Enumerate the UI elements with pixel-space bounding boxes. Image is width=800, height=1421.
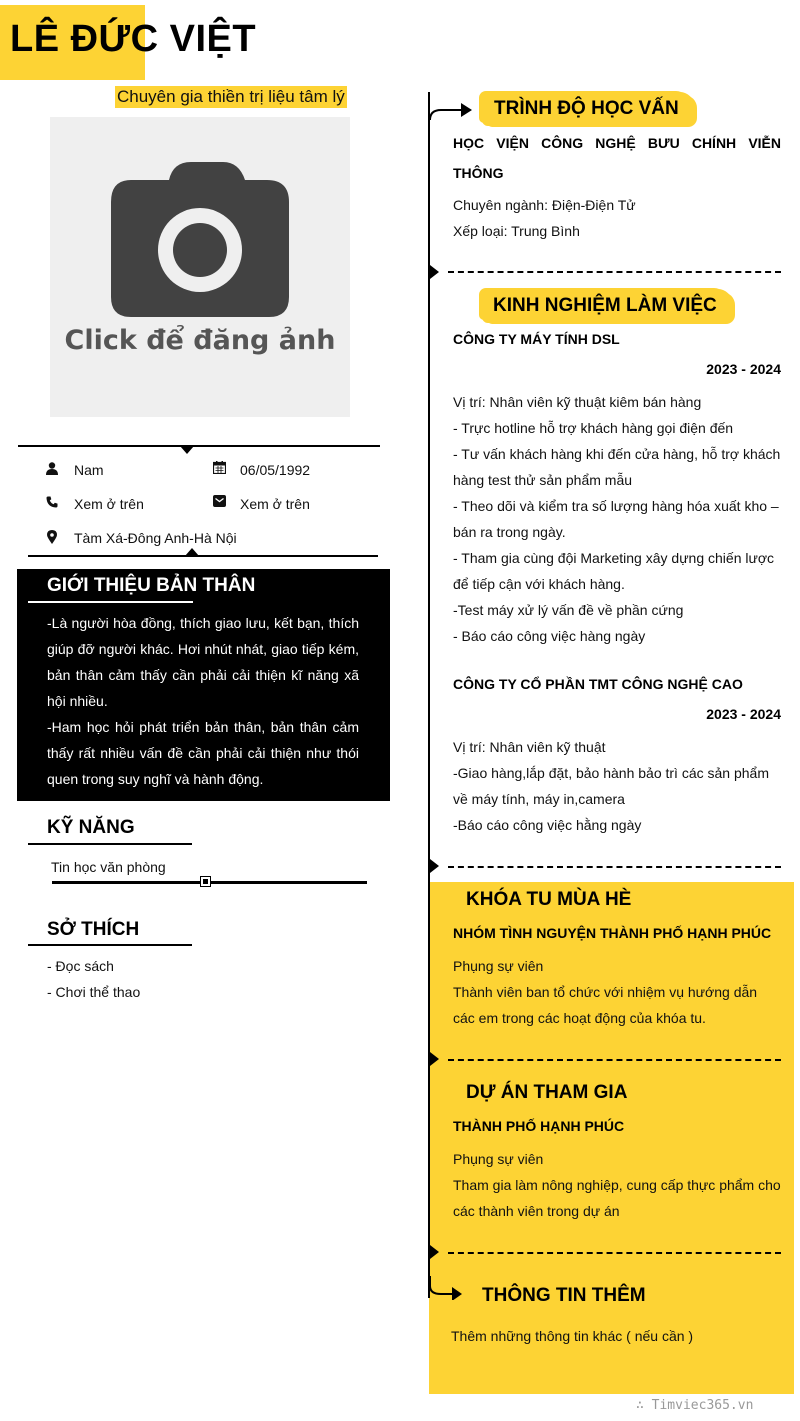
hobby-item: - Đọc sách xyxy=(47,958,114,974)
section-marker xyxy=(430,1052,439,1066)
info-top-rule xyxy=(18,445,380,447)
section-divider xyxy=(448,866,781,868)
birthday-value: 06/05/1992 xyxy=(240,462,311,478)
skill-name: Tin học văn phòng xyxy=(51,859,166,875)
phone-icon xyxy=(45,496,59,510)
watermark: ∴ Timviec365.vn xyxy=(636,1398,754,1413)
job-line: - Theo dõi và kiểm tra số lượng hàng hóa xuất kho – bán ra trong ngày. xyxy=(453,498,779,540)
section-divider xyxy=(448,1059,781,1061)
skill-level-handle[interactable] xyxy=(200,876,211,887)
arrow-right-icon xyxy=(429,1276,463,1300)
job-period: 2023 - 2024 xyxy=(706,706,781,722)
education-grade: Xếp loại: Trung Bình xyxy=(453,223,580,239)
project-org[interactable]: THÀNH PHỐ HẠNH PHÚC xyxy=(453,1118,625,1134)
job-description[interactable] xyxy=(453,734,781,838)
candidate-name xyxy=(10,18,256,61)
job-period: 2023 - 2024 xyxy=(706,361,781,377)
job-company[interactable]: CÔNG TY CỔ PHẦN TMT CÔNG NGHỆ CAO xyxy=(453,676,743,692)
course-desc: Thành viên ban tổ chức với nhiệm vụ hướng dẫn các em trong các hoạt động của khóa tu. xyxy=(453,984,758,1026)
about-text[interactable] xyxy=(47,610,359,792)
about-paragraph: -Là người hòa đồng, thích giao lưu, kết bạn, thích giúp đỡ người khác. Hơi nhút nhát, giao tiếp kém, bản thân cảm thấy cần phải cải thiện kĩ năng xã hội nhiều. xyxy=(47,615,359,709)
info-top-marker xyxy=(180,446,194,454)
hobby-item: - Chơi thể thao xyxy=(47,984,141,1000)
project-details[interactable] xyxy=(453,1146,781,1224)
education-details[interactable] xyxy=(453,192,781,244)
arrow-right-icon xyxy=(429,100,473,122)
location-pin-icon xyxy=(45,530,59,544)
gender-value: Nam xyxy=(74,462,104,478)
project-role: Phụng sự viên xyxy=(453,1151,544,1167)
hobbies-title: SỞ THÍCH xyxy=(47,919,140,940)
job-description[interactable] xyxy=(453,389,781,649)
phone-value: Xem ở trên xyxy=(74,496,144,512)
job-line: -Giao hàng,lắp đặt, bảo hành bảo trì các sản phẩm về máy tính, máy in,camera xyxy=(453,765,769,807)
name-last: VIỆT xyxy=(169,18,257,60)
section-marker xyxy=(430,1245,439,1259)
section-marker xyxy=(430,859,439,873)
job-line: - Tư vấn khách hàng khi đến cửa hàng, hỗ trợ khách hàng test thử sản phẩm mẫu xyxy=(453,446,781,488)
job-title[interactable]: Chuyên gia thiền trị liệu tâm lý xyxy=(117,87,345,106)
course-details[interactable] xyxy=(453,953,781,1031)
about-title-underline xyxy=(28,601,193,603)
hobby-list[interactable] xyxy=(47,953,140,1005)
name-first: LÊ ĐỨC xyxy=(10,18,159,60)
photo-caption: Click để đăng ảnh xyxy=(64,325,336,356)
job-line: - Trực hotline hỗ trợ khách hàng gọi điện đến xyxy=(453,420,734,436)
calendar-icon xyxy=(212,461,226,475)
course-role: Phụng sự viên xyxy=(453,958,544,974)
section-divider xyxy=(448,1252,781,1254)
job-line: -Báo cáo công việc hằng ngày xyxy=(453,817,642,833)
email-value: Xem ở trên xyxy=(240,496,310,512)
skills-title: KỸ NĂNG xyxy=(47,817,135,838)
section-divider xyxy=(448,271,781,273)
job-line: -Test máy xử lý vấn đề về phần cứng xyxy=(453,602,684,618)
camera-icon xyxy=(111,162,289,317)
education-school[interactable]: HỌC VIỆN CÔNG NGHỆ BƯU CHÍNH VIỄN THÔNG xyxy=(453,135,781,181)
job-line: - Tham gia cùng đội Marketing xây dựng chiến lược để tiếp cận với khách hàng. xyxy=(453,550,775,592)
job-line: - Báo cáo công việc hàng ngày xyxy=(453,628,646,644)
email-icon xyxy=(212,495,226,509)
education-major: Chuyên ngành: Điện-Điện Tử xyxy=(453,197,636,213)
project-title: DỰ ÁN THAM GIA xyxy=(466,1082,628,1103)
about-title: GIỚI THIỆU BẢN THÂN xyxy=(47,575,256,596)
education-title: TRÌNH ĐỘ HỌC VẤN xyxy=(494,98,679,119)
job-company[interactable]: CÔNG TY MÁY TÍNH DSL xyxy=(453,331,620,347)
skills-title-underline xyxy=(28,843,192,845)
about-paragraph: -Ham học hỏi phát triển bản thân, bản thân cảm thấy rất nhiều vấn đề cần phải cải thiện như thói quen trong suy nghĩ và hành động. xyxy=(47,719,359,787)
photo-upload[interactable] xyxy=(50,117,350,417)
hobbies-title-underline xyxy=(28,944,192,946)
course-org[interactable]: NHÓM TÌNH NGUYỆN THÀNH PHỐ HẠNH PHÚC xyxy=(453,925,772,941)
experience-title: KINH NGHIỆM LÀM VIỆC xyxy=(493,295,717,316)
extra-title: THÔNG TIN THÊM xyxy=(482,1285,646,1306)
job-line: Vị trí: Nhân viên kỹ thuật xyxy=(453,739,606,755)
info-bottom-rule xyxy=(28,555,378,557)
section-marker xyxy=(430,265,439,279)
project-desc: Tham gia làm nông nghiệp, cung cấp thực phẩm cho các thành viên trong dự án xyxy=(453,1177,781,1219)
user-icon xyxy=(45,462,59,476)
job-line: Vị trí: Nhân viên kỹ thuật kiêm bán hàng xyxy=(453,394,702,410)
course-title: KHÓA TU MÙA HÈ xyxy=(466,889,632,910)
extra-text[interactable]: Thêm những thông tin khác ( nếu cần ) xyxy=(451,1328,694,1344)
address-value: Tàm Xá-Đông Anh-Hà Nội xyxy=(74,530,237,546)
